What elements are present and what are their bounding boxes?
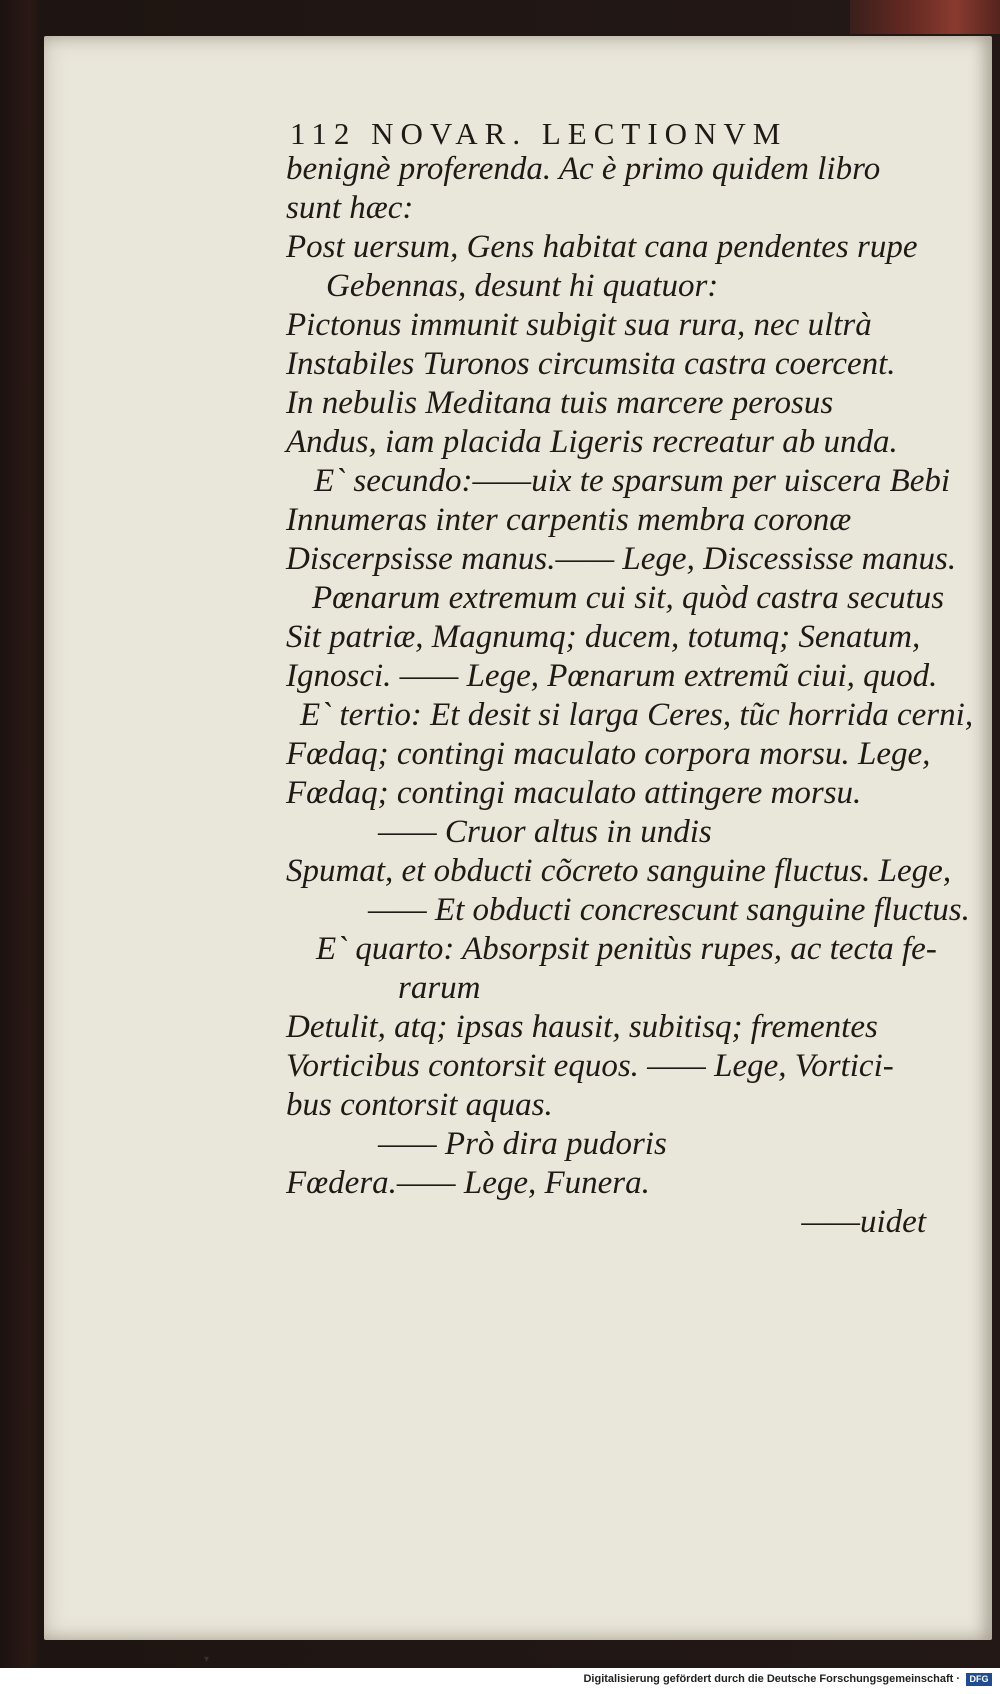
book-binding-corner xyxy=(850,0,1000,34)
text-line: In nebulis Meditana tuis marcere perosus xyxy=(286,385,834,421)
text-line: Vorticibus contorsit equos. —— Lege, Vortici- xyxy=(286,1048,894,1084)
text-line: Instabiles Turonos circumsita castra coercent. xyxy=(286,346,896,382)
text-line: Spumat, et obducti cõcreto sanguine fluctus. Lege, xyxy=(286,853,952,889)
text-line: Andus, iam placida Ligeris recreatur ab unda. xyxy=(286,424,898,460)
text-line: E` quarto: Absorpsit penitùs rupes, ac tecta fe- xyxy=(316,931,937,967)
text-line: Discerpsisse manus.—— Lege, Discessisse manus. xyxy=(286,541,957,577)
text-line: Pœnarum extremum cui sit, quòd castra secutus xyxy=(312,580,945,616)
text-line: Fœdaq; contingi maculato corpora morsu. Lege, xyxy=(286,736,931,772)
text-line: rarum xyxy=(398,970,481,1006)
text-line: —— Prò dira pudoris xyxy=(378,1126,667,1162)
text-line: bus contorsit aquas. xyxy=(286,1087,553,1123)
text-line: Fœdaq; contingi maculato attingere morsu. xyxy=(286,775,862,811)
text-line: Sit patriæ, Magnumq; ducem, totumq; Senatum, xyxy=(286,619,921,655)
printer-mark-dot: ▾ xyxy=(204,1654,210,1665)
text-line: Post uersum, Gens habitat cana pendentes rupe xyxy=(286,229,918,265)
running-header: 112 NOVAR. LECTIONVM xyxy=(290,116,788,151)
text-line: —— Cruor altus in undis xyxy=(378,814,712,850)
text-line: Innumeras inter carpentis membra coronæ xyxy=(286,502,852,538)
dfg-logo: DFG xyxy=(966,1673,992,1686)
catchword: ——uidet xyxy=(801,1204,926,1240)
text-line: —— Et obducti concrescunt sanguine fluctus. xyxy=(368,892,970,928)
text-line: Detulit, atq; ipsas hausit, subitisq; frementes xyxy=(286,1009,878,1045)
digitization-footer xyxy=(0,1668,1000,1694)
text-line: Pictonus immunit subigit sua rura, nec ultrà xyxy=(286,307,872,343)
text-line: sunt hæc: xyxy=(286,190,414,226)
text-line: Ignosci. —— Lege, Pœnarum extremũ ciui, quod. xyxy=(286,658,938,694)
text-line: benignè proferenda. Ac è primo quidem libro xyxy=(286,151,881,187)
footer-credit: Digitalisierung gefördert durch die Deutsche Forschungsgemeinschaft · xyxy=(583,1673,960,1685)
book-page xyxy=(44,36,992,1665)
text-line: Fœdera.—— Lege, Funera. xyxy=(286,1165,650,1201)
text-line: E` tertio: Et desit si larga Ceres, tũc horrida cerni, xyxy=(300,697,974,733)
text-line: E` secundo:——uix te sparsum per uiscera Bebi xyxy=(314,463,951,499)
text-line: Gebennas, desunt hi quatuor: xyxy=(326,268,719,304)
